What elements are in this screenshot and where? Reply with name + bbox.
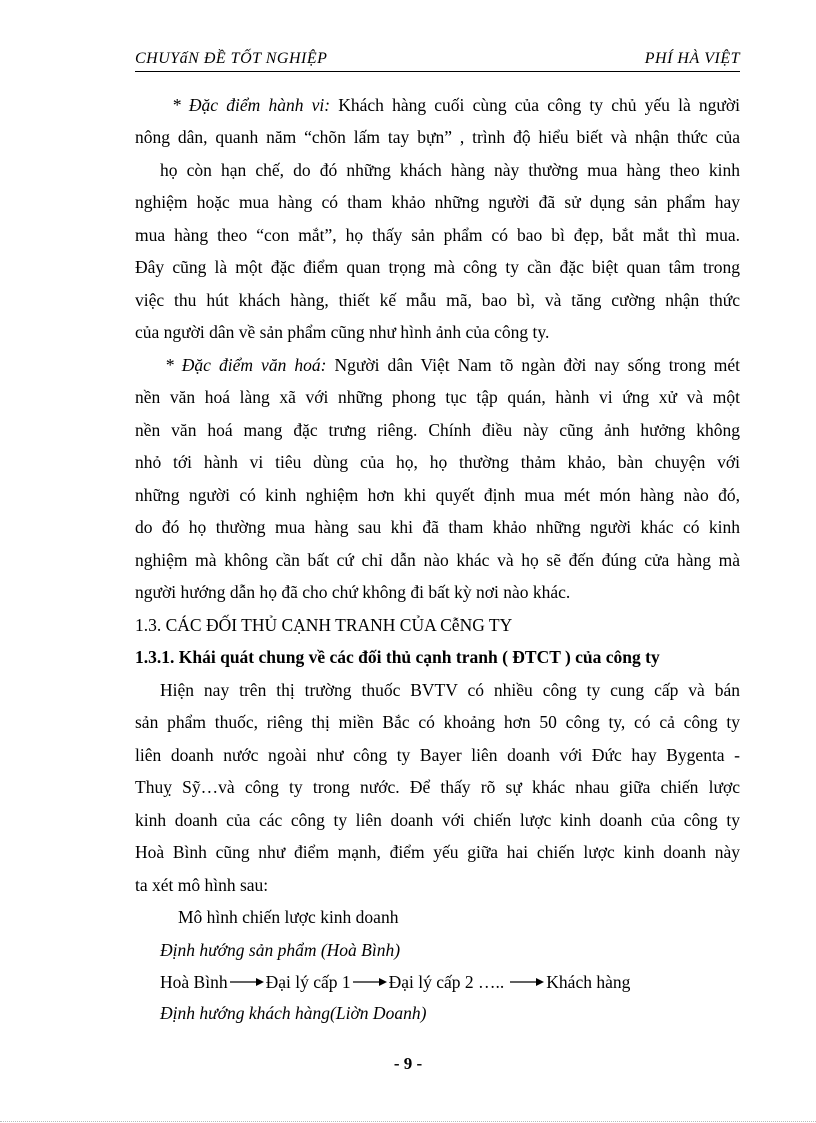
para1-line-2: nông dân, quanh năm “chõn lấm tay bựn” , trình độ hiểu biết và nhận thức của bbox=[135, 127, 740, 147]
para3-line-6: Hoà Bình cũng như điểm mạnh, điểm yếu giữa hai chiến lược kinh doanh này bbox=[135, 842, 740, 862]
para3-line-2: sản phẩm thuốc, riêng thị miền Bắc có khoảng hơn 50 công ty, có cả công ty bbox=[135, 712, 740, 732]
para1-line-4: nghiệm hoặc mua hàng có tham khảo những người đã sử dụng sản phẩm hay bbox=[135, 192, 740, 212]
para1-lead: * Đặc điểm hành vi: bbox=[172, 95, 331, 115]
para1-line-5: mua hàng theo “con mắt”, họ thấy sản phẩm có bao bì đẹp, bắt mắt thì mua. bbox=[135, 225, 740, 245]
model-product-orientation: Định hướng sản phẩm (Hoà Bình) bbox=[160, 940, 401, 960]
model-chain bbox=[160, 970, 740, 994]
para2-line-3: nền văn hoá mang đặc trưng riêng. Chính điều này cũng ảnh hưởng không bbox=[135, 420, 740, 440]
page-number: - 9 - bbox=[393, 1054, 423, 1073]
chain-node-1: Hoà Bình bbox=[160, 972, 228, 992]
header-rule bbox=[135, 71, 740, 72]
model-title: Mô hình chiến lược kinh doanh bbox=[178, 907, 399, 927]
para3-line-5: kinh doanh của các công ty liên doanh với chiến lược kinh doanh của công ty bbox=[135, 810, 740, 830]
arrow-right-icon bbox=[353, 977, 387, 987]
header-title: CHUYấN ĐỀ TỐT NGHIỆP bbox=[135, 50, 328, 67]
para2-line-6: do đó họ thường mua hàng sau khi đã tham khảo những người khác có kinh bbox=[135, 517, 740, 537]
page-header bbox=[135, 50, 740, 70]
para2-lead: * Đặc điểm văn hoá: bbox=[165, 355, 327, 375]
model-customer-orientation: Định hướng khách hàng(Liờn Doanh) bbox=[160, 1003, 427, 1023]
arrow-right-icon bbox=[510, 977, 544, 987]
chain-node-4: Khách hàng bbox=[546, 972, 631, 992]
header-author: PHÍ HÀ VIỆT bbox=[644, 50, 740, 67]
para1-line-1 bbox=[172, 93, 740, 117]
para3-line-7: ta xét mô hình sau: bbox=[135, 875, 269, 895]
para1-line-3: họ còn hạn chế, do đó những khách hàng này thường mua hàng theo kinh bbox=[160, 160, 740, 180]
section-heading: 1.3. CÁC ĐỐI THỦ CẠNH TRANH CỦA CễNG TY bbox=[135, 615, 513, 635]
para2-line-7: nghiệm mà không cần bất cứ chỉ dẫn nào khác và họ sẽ đến đúng cửa hàng mà bbox=[135, 550, 740, 570]
section-subheading: 1.3.1. Khái quát chung về các đối thủ cạnh tranh ( ĐTCT ) của công ty bbox=[135, 647, 660, 667]
page-bottom-divider bbox=[0, 1121, 816, 1122]
para3-line-1: Hiện nay trên thị trường thuốc BVTV có nhiều công ty cung cấp và bán bbox=[160, 680, 740, 700]
para2-line-5: những người có kinh nghiệm hơn khi quyết định mua mét món hàng nào đó, bbox=[135, 485, 740, 505]
para1-line-6: Đây cũng là một đặc điểm quan trọng mà công ty cần đặc biệt quan tâm trong bbox=[135, 257, 740, 277]
para2-line-1 bbox=[165, 353, 740, 377]
para1-line-8: của người dân về sản phẩm cũng như hình ảnh của công ty. bbox=[135, 322, 550, 342]
para3-line-3: liên doanh nước ngoài như công ty Bayer liên doanh với Đức hay Bygenta - bbox=[135, 745, 740, 765]
para1-text-1: Khách hàng cuối cùng của công ty chủ yếu là người bbox=[338, 95, 740, 115]
para2-text-1: Người dân Việt Nam tõ ngàn đời nay sống trong mét bbox=[334, 355, 740, 375]
para3-line-4: Thuỵ Sỹ…và công ty trong nước. Để thấy rõ sự khác nhau giữa chiến lược bbox=[135, 777, 740, 797]
para1-line-7: việc thu hút khách hàng, thiết kế mẫu mã, bao bì, và tăng cường nhận thức bbox=[135, 290, 740, 310]
para2-line-2: nền văn hoá làng xã với những phong tục tập quán, hành vi ứng xử và một bbox=[135, 387, 740, 407]
chain-node-2: Đại lý cấp 1 bbox=[265, 972, 351, 992]
para2-line-8: người hướng dẫn họ đã cho chứ không đi bất kỳ nơi nào khác. bbox=[135, 582, 571, 602]
arrow-right-icon bbox=[230, 977, 264, 987]
chain-node-3: Đại lý cấp 2 ….. bbox=[388, 972, 505, 992]
para2-line-4: nhỏ tới hành vi tiêu dùng của họ, họ thường thảm khảo, bàn chuyện với bbox=[135, 452, 740, 472]
